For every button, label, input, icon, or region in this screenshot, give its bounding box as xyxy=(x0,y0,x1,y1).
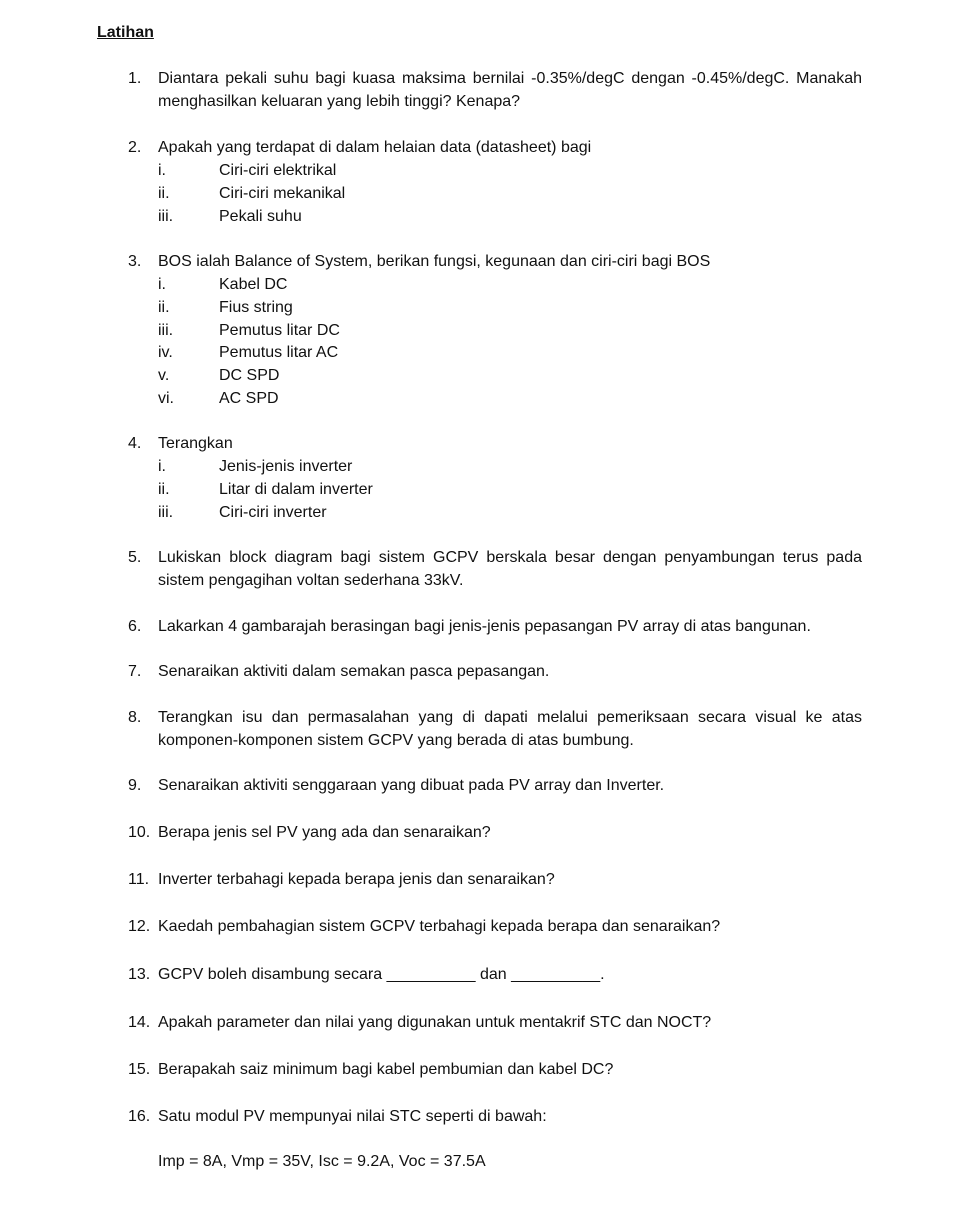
question-text: Kaedah pembahagian sistem GCPV terbahagi kepada berapa dan senaraikan? xyxy=(158,918,721,935)
question-text: Diantara pekali suhu bagi kuasa maksima bernilai -0.35%/degC dengan -0.45%/degC. Manakah menghasilkan keluaran yang lebih tinggi? Kenapa? xyxy=(158,70,862,110)
question-text: Lukiskan block diagram bagi sistem GCPV berskala besar dengan penyambungan terus pada sistem pengagihan voltan sederhana 33kV. xyxy=(158,549,862,589)
question-10 xyxy=(128,821,862,844)
question-11 xyxy=(128,868,862,891)
question-3 xyxy=(128,250,862,273)
question-number: 16. xyxy=(128,1108,151,1125)
list-item: iv. Pemutus litar AC xyxy=(158,344,339,361)
question-15 xyxy=(128,1058,862,1081)
question-text: GCPV boleh disambung secara __________ dan __________. xyxy=(158,966,605,983)
question-number: 9. xyxy=(128,777,142,794)
question-8 xyxy=(128,706,862,752)
list-item: ii. Ciri-ciri mekanikal xyxy=(158,185,346,202)
question-number: 14. xyxy=(128,1014,151,1031)
question-text: Terangkan xyxy=(158,435,233,452)
question-9 xyxy=(128,774,862,797)
page-title: Latihan xyxy=(97,24,154,41)
question-text: Lakarkan 4 gambarajah berasingan bagi jenis-jenis pepasangan PV array di atas bangunan. xyxy=(158,618,811,635)
question-number: 13. xyxy=(128,966,151,983)
question-text: Senaraikan aktiviti dalam semakan pasca pepasangan. xyxy=(158,663,550,680)
list-item: i. Kabel DC xyxy=(158,276,288,293)
question-number: 5. xyxy=(128,549,142,566)
question-number: 12. xyxy=(128,918,151,935)
question-number: 7. xyxy=(128,663,142,680)
question-text: Berapakah saiz minimum bagi kabel pembumian dan kabel DC? xyxy=(158,1061,614,1078)
list-item: iii. Pemutus litar DC xyxy=(158,322,340,339)
question-number: 15. xyxy=(128,1061,151,1078)
question-text: Apakah parameter dan nilai yang digunakan untuk mentakrif STC dan NOCT? xyxy=(158,1014,712,1031)
question-text: Senaraikan aktiviti senggaraan yang dibuat pada PV array dan Inverter. xyxy=(158,777,665,794)
question-number: 6. xyxy=(128,618,142,635)
list-item: ii. Litar di dalam inverter xyxy=(158,481,373,498)
list-item: i. Ciri-ciri elektrikal xyxy=(158,162,337,179)
question-text: Satu modul PV mempunyai nilai STC seperti di bawah: xyxy=(158,1108,547,1125)
question-1 xyxy=(128,67,862,113)
question-number: 1. xyxy=(128,70,142,87)
question-6 xyxy=(128,615,862,638)
question-number: 2. xyxy=(128,139,142,156)
question-number: 8. xyxy=(128,709,142,726)
list-item: iii. Ciri-ciri inverter xyxy=(158,504,327,521)
formula-values: Imp = 8A, Vmp = 35V, Isc = 9.2A, Voc = 37.5A xyxy=(158,1153,486,1170)
question-12 xyxy=(128,915,862,938)
question-text: Terangkan isu dan permasalahan yang di dapati melalui pemeriksaan secara visual ke atas komponen-komponen sistem GCPV yang berada di atas bumbung. xyxy=(158,709,862,749)
list-item: vi. AC SPD xyxy=(158,390,279,407)
question-13 xyxy=(128,963,862,986)
question-text: Apakah yang terdapat di dalam helaian data (datasheet) bagi xyxy=(158,139,592,156)
question-4 xyxy=(128,432,862,455)
list-item: ii. Fius string xyxy=(158,299,293,316)
list-item: iii. Pekali suhu xyxy=(158,208,302,225)
question-number: 3. xyxy=(128,253,142,270)
list-item: i. Jenis-jenis inverter xyxy=(158,458,353,475)
question-number: 11. xyxy=(128,871,150,888)
question-14 xyxy=(128,1011,862,1034)
question-number: 4. xyxy=(128,435,142,452)
question-16 xyxy=(128,1105,862,1128)
list-item: v. DC SPD xyxy=(158,367,280,384)
question-text: Berapa jenis sel PV yang ada dan senaraikan? xyxy=(158,824,491,841)
question-text: Inverter terbahagi kepada berapa jenis dan senaraikan? xyxy=(158,871,555,888)
question-7 xyxy=(128,660,862,683)
question-2 xyxy=(128,136,862,159)
question-5 xyxy=(128,546,862,592)
question-number: 10. xyxy=(128,824,151,841)
question-text: BOS ialah Balance of System, berikan fungsi, kegunaan dan ciri-ciri bagi BOS xyxy=(158,253,711,270)
